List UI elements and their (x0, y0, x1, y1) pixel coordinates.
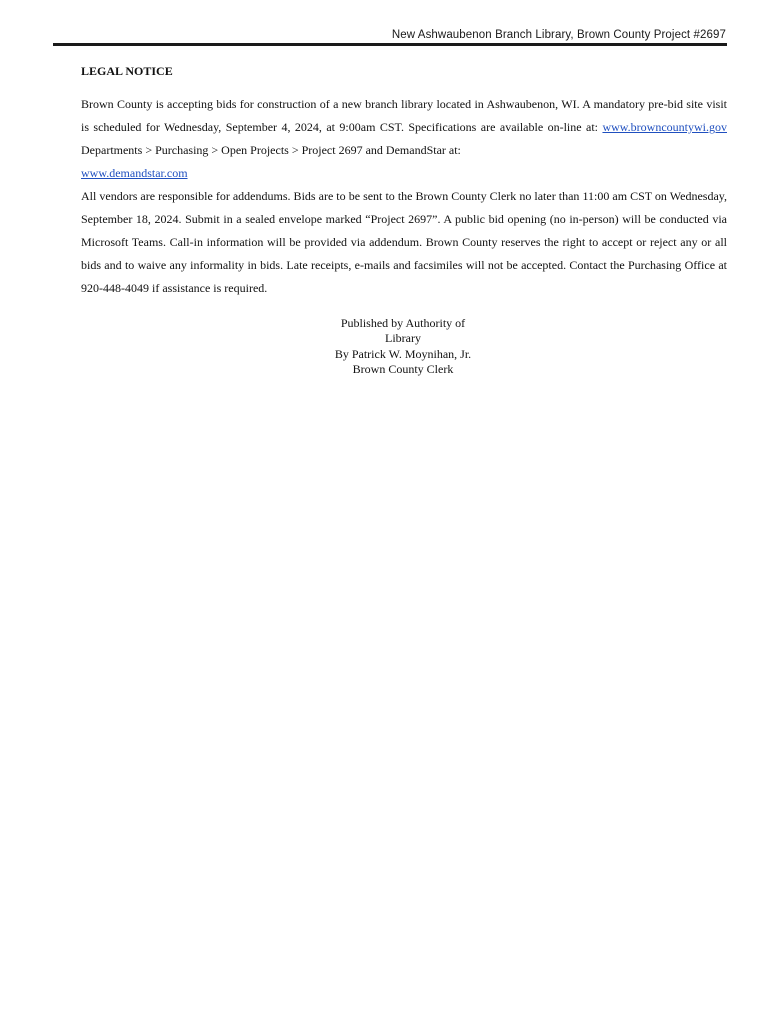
paragraph-1-text-a: Brown County is accepting bids for construction of a new branch library located in Ashwaubenon, WI. A mandatory pre-bid site visit is scheduled for Wednesday, September 4, 2024, at 9:00am CST. Specifications are available on-line at: (81, 97, 727, 134)
notice-title: LEGAL NOTICE (81, 64, 173, 78)
paragraph-1-text-b: Departments > Purchasing > Open Projects > Project 2697 and DemandStar at: (81, 143, 461, 157)
notice-paragraph-1 (81, 93, 727, 185)
notice-paragraph-2: All vendors are responsible for addendums. Bids are to be sent to the Brown County Clerk no later than 11:00 am CST on Wednesday, September 18, 2024. Submit in a sealed envelope marked “Project 2697”. A public bid opening (no in-person) will be conducted via Microsoft Teams. Call-in information will be provided via addendum. Brown County reserves the right to accept or reject any or all bids and to waive any informality in bids. Late receipts, e-mails and facsimiles will not be accepted. Contact the Purchasing Office at 920-448-4049 if assistance is required. (81, 189, 727, 295)
signature-line-1: Published by Authority of (340, 316, 466, 330)
demandstar-link[interactable]: www.demandstar.com (81, 166, 188, 180)
header-divider (53, 43, 727, 46)
page-header: New Ashwaubenon Branch Library, Brown County Project #2697 (391, 29, 726, 41)
notice-body (81, 93, 727, 300)
signature-line-4: Brown County Clerk (352, 361, 454, 376)
legal-notice (81, 62, 727, 300)
signature-block (253, 316, 553, 377)
signature-line-3: By Patrick W. Moynihan, Jr. (334, 346, 472, 361)
signature-line-2: Library (385, 331, 421, 346)
browncounty-link[interactable]: www.browncountywi.gov (602, 120, 727, 134)
